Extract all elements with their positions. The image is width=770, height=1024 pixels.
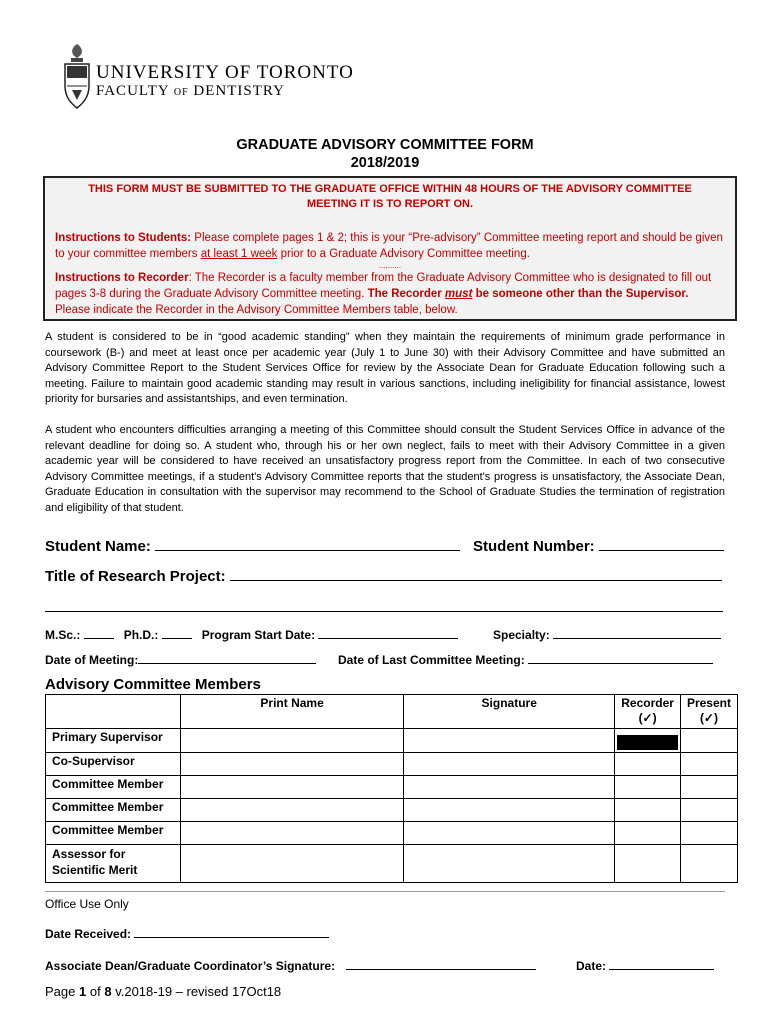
recorder-cell[interactable] <box>615 776 681 799</box>
present-cell[interactable] <box>680 753 737 776</box>
form-year: 2018/2019 <box>350 155 420 171</box>
recorder-cell[interactable] <box>615 799 681 822</box>
student-number-row <box>473 537 724 555</box>
present-cell[interactable] <box>680 729 737 753</box>
student-number-label: Student Number: <box>473 538 595 555</box>
present-cell[interactable] <box>680 799 737 822</box>
start-date-field[interactable] <box>318 625 458 639</box>
degree-row <box>45 625 458 642</box>
student-number-field[interactable] <box>599 537 724 551</box>
present-cell[interactable] <box>680 845 737 883</box>
role-cell: Committee Member <box>46 822 181 845</box>
date-received-row <box>45 924 329 941</box>
research-title-row <box>45 567 722 585</box>
name-cell[interactable] <box>181 776 404 799</box>
recorder-cell[interactable] <box>615 822 681 845</box>
name-cell[interactable] <box>181 753 404 776</box>
role-cell: Assessor for Scientific Merit <box>46 845 181 883</box>
signature-cell[interactable] <box>404 776 615 799</box>
dean-signature-field[interactable] <box>346 956 536 970</box>
name-cell[interactable] <box>181 799 404 822</box>
role-cell: Committee Member <box>46 799 181 822</box>
committee-heading: Advisory Committee Members <box>45 676 261 693</box>
student-name-field[interactable] <box>155 537 460 551</box>
signature-cell[interactable] <box>404 729 615 753</box>
signature-cell[interactable] <box>404 822 615 845</box>
signature-cell[interactable] <box>404 845 615 883</box>
office-use-heading: Office Use Only <box>45 897 129 911</box>
present-cell[interactable] <box>680 776 737 799</box>
recorder-cell[interactable] <box>615 753 681 776</box>
dots-separator: .......... <box>378 261 402 270</box>
last-meeting-label: Date of Last Committee Meeting: <box>338 653 525 667</box>
meeting-date-field[interactable] <box>138 650 316 664</box>
difficulties-paragraph: A student who encounters difficulties arranging a meeting of this Committee should consult the Student Services Office in advance of the relevant deadline for doing so. A student who, through his or her own neglect, fails to meet with their Advisory Committee in a given academic year will be considered to have received an unsatisfactory progress report from the Committee. In each of two consecutive Advisory Committee meetings, if a student's Advisory Committee reports that the student's progress is unsatisfactory, the Associate Dean, Graduate Education in consultation with the supervisor may recommend to the School of Graduate Studies the termination of registration and eligibility of that student. <box>45 424 725 514</box>
specialty-row <box>493 625 721 642</box>
signature-header: Signature <box>404 695 615 729</box>
present-header: Present (✓) <box>680 695 737 729</box>
phd-field[interactable] <box>162 625 192 639</box>
page-footer: Page 1 of 8 v.2018-19 – revised 17Oct18 <box>45 984 282 999</box>
committee-table <box>45 694 738 883</box>
role-cell: Committee Member <box>46 776 181 799</box>
phd-label: Ph.D.: <box>123 628 159 642</box>
recorder-header: Recorder (✓) <box>615 695 681 729</box>
meeting-date-label: Date of Meeting: <box>45 653 139 667</box>
recorder-instructions: Instructions to Recorder: The Recorder is a faculty member from the Graduate Advisory Committee who is designated to fill out pages 3-8 during the Graduate Advisory Committee meeting. The Recorder must be someone other than the Supervisor. Please indicate the Recorder in the Advisory Committee Members table, below. <box>55 272 712 316</box>
msc-field[interactable] <box>84 625 114 639</box>
good-standing-paragraph: A student is considered to be in “good academic standing” when they maintain the requirements of minimum grade performance in coursework (B-) and meet at least once per academic year (July 1 to June 30) with their Advisory Committee and have submitted an Advisory Committee Report to the Student Services Office for review by the Associate Dean for Graduate Education following such a meeting. Failure to maintain good academic standing may result in various sanctions, including ineligibility for financial assistance, lowest priority for bursaries and assistantships, and even termination. <box>45 331 725 405</box>
recorder-cell[interactable] <box>615 845 681 883</box>
signature-cell[interactable] <box>404 799 615 822</box>
submission-warning: THIS FORM MUST BE SUBMITTED TO THE GRADUATE OFFICE WITHIN 48 HOURS OF THE ADVISORY COMMITTEE MEETING IT IS TO REPORT ON. <box>88 183 692 210</box>
recorder-cell <box>615 729 681 753</box>
office-date-field[interactable] <box>609 956 714 970</box>
faculty-name: FACULTY OF DENTISTRY <box>96 83 285 99</box>
msc-label: M.Sc.: <box>45 628 81 642</box>
dean-signature-row <box>45 956 536 973</box>
start-date-label: Program Start Date: <box>201 628 316 642</box>
office-date-label: Date: <box>576 959 607 973</box>
date-received-field[interactable] <box>134 924 329 938</box>
research-title-field[interactable] <box>230 567 722 581</box>
dean-signature-label: Associate Dean/Graduate Coordinator’s Signature: <box>45 959 336 973</box>
role-header <box>46 695 181 729</box>
last-meeting-field[interactable] <box>528 650 713 664</box>
research-title-label: Title of Research Project: <box>45 568 226 585</box>
meeting-date-row <box>45 650 316 667</box>
date-received-label: Date Received: <box>45 927 132 941</box>
university-crest-logo <box>62 42 92 112</box>
signature-cell[interactable] <box>404 753 615 776</box>
instructions-box <box>43 176 737 321</box>
role-cell: Primary Supervisor <box>46 729 181 753</box>
name-cell[interactable] <box>181 822 404 845</box>
student-name-row <box>45 537 460 555</box>
specialty-label: Specialty: <box>493 628 550 642</box>
specialty-field[interactable] <box>553 625 721 639</box>
form-title: GRADUATE ADVISORY COMMITTEE FORM <box>236 137 534 153</box>
present-cell[interactable] <box>680 822 737 845</box>
university-name: UNIVERSITY OF TORONTO <box>96 62 354 83</box>
role-cell: Co-Supervisor <box>46 753 181 776</box>
research-title-field-line2[interactable] <box>45 597 723 612</box>
recorder-blackout <box>617 735 678 750</box>
name-cell[interactable] <box>181 845 404 883</box>
office-divider <box>45 891 725 892</box>
student-name-label: Student Name: <box>45 538 151 555</box>
office-date-row <box>576 956 714 973</box>
last-meeting-row <box>338 650 713 667</box>
student-instructions: Instructions to Students: Please complete pages 1 & 2; this is your “Pre-advisory” Committee meeting report and should be given to your committee members at least 1 week prior to a Graduate Advisory Committee meeting. <box>55 232 723 260</box>
name-cell[interactable] <box>181 729 404 753</box>
print-name-header: Print Name <box>181 695 404 729</box>
